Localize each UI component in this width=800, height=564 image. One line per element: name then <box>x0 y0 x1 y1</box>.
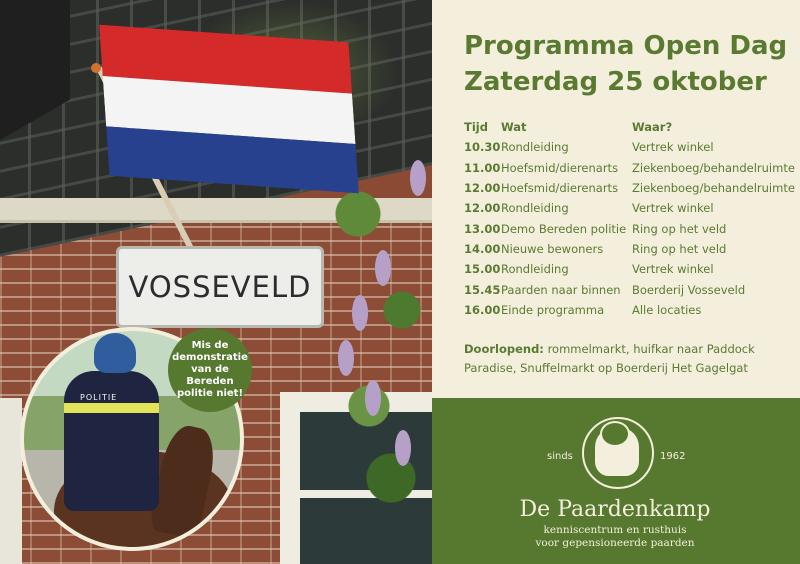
row-what: Einde programma <box>501 302 605 317</box>
lilac-flower <box>365 380 381 416</box>
schedule-row <box>464 279 782 299</box>
lilac-flower <box>338 340 354 376</box>
ongoing-activities <box>464 340 774 378</box>
schedule-row <box>464 259 782 279</box>
row-what: Paarden naar binnen <box>501 282 621 297</box>
row-where: Vertrek winkel <box>632 140 714 155</box>
title-line-2: Zaterdag 25 oktober <box>464 67 767 97</box>
demo-bubble <box>168 328 252 412</box>
schedule-row <box>464 218 782 238</box>
left-window-frame <box>0 398 22 564</box>
row-where: Vertrek winkel <box>632 262 714 277</box>
row-time: 15.45 <box>464 282 501 297</box>
row-time: 12.00 <box>464 181 501 196</box>
page-title <box>464 28 787 100</box>
brand-tagline <box>470 524 760 550</box>
brand-name: De Paardenkamp <box>519 497 711 522</box>
logo-year: 1962 <box>660 451 686 462</box>
reflective-stripe <box>64 403 159 413</box>
tagline-line-1: kenniscentrum en rusthuis <box>543 524 687 536</box>
row-where: Ziekenboeg/behandelruimte <box>632 160 795 175</box>
schedule-row <box>464 239 782 259</box>
row-where: Vertrek winkel <box>632 201 714 216</box>
schedule-row <box>464 137 782 157</box>
row-time: 16.00 <box>464 302 501 317</box>
tree-icon <box>600 421 630 447</box>
row-where: Ziekenboeg/behandelruimte <box>632 181 795 196</box>
schedule-table <box>464 117 795 320</box>
lilac-flower <box>352 295 368 331</box>
title-line-1: Programma Open Dag <box>464 31 788 61</box>
row-what: Nieuwe bewoners <box>501 241 604 256</box>
row-where: Alle locaties <box>632 302 702 317</box>
schedule-row <box>464 300 782 320</box>
header-where: Waar? <box>632 120 673 135</box>
row-where: Boerderij Vosseveld <box>632 282 746 297</box>
schedule-row <box>464 158 795 178</box>
tagline-line-2: voor gepensioneerde paarden <box>535 537 695 549</box>
row-time: 13.00 <box>464 221 501 236</box>
lilac-flower <box>410 160 426 196</box>
lilac-flower <box>375 250 391 286</box>
ongoing-label: Doorlopend: <box>464 342 544 356</box>
police-rider <box>64 371 159 511</box>
header-time: Tijd <box>464 120 488 135</box>
politie-label: POLITIE <box>80 393 118 402</box>
police-helmet <box>94 333 136 373</box>
row-time: 15.00 <box>464 262 501 277</box>
row-what: Hoefsmid/dierenarts <box>501 160 619 175</box>
demo-bubble-text: Mis de demonstratie van de Bereden politie niet! <box>172 340 248 399</box>
row-what: Rondleiding <box>501 262 569 277</box>
header-what: Wat <box>501 120 527 135</box>
ongoing-text: rommelmarkt, huifkar naar Paddock Paradise, Snuffelmarkt op Boerderij Het Gagelgat <box>464 342 755 375</box>
row-what: Rondleiding <box>501 201 569 216</box>
row-where: Ring op het veld <box>632 241 727 256</box>
row-what: Hoefsmid/dierenarts <box>501 181 619 196</box>
schedule-row <box>464 198 782 218</box>
schedule-row <box>464 178 795 198</box>
dutch-flag <box>99 25 359 194</box>
row-time: 11.00 <box>464 160 501 175</box>
row-where: Ring op het veld <box>632 221 727 236</box>
schedule-header <box>464 117 782 137</box>
row-time: 14.00 <box>464 241 501 256</box>
logo-sinds: sinds <box>547 451 573 462</box>
row-time: 12.00 <box>464 201 501 216</box>
name-sign <box>116 246 324 328</box>
row-time: 10.30 <box>464 140 501 155</box>
row-what: Demo Bereden politie <box>501 221 627 236</box>
row-what: Rondleiding <box>501 140 569 155</box>
flag-pole-knob <box>91 63 101 73</box>
sign-text: VOSSEVELD <box>128 270 312 304</box>
lilac-flower <box>395 430 411 466</box>
